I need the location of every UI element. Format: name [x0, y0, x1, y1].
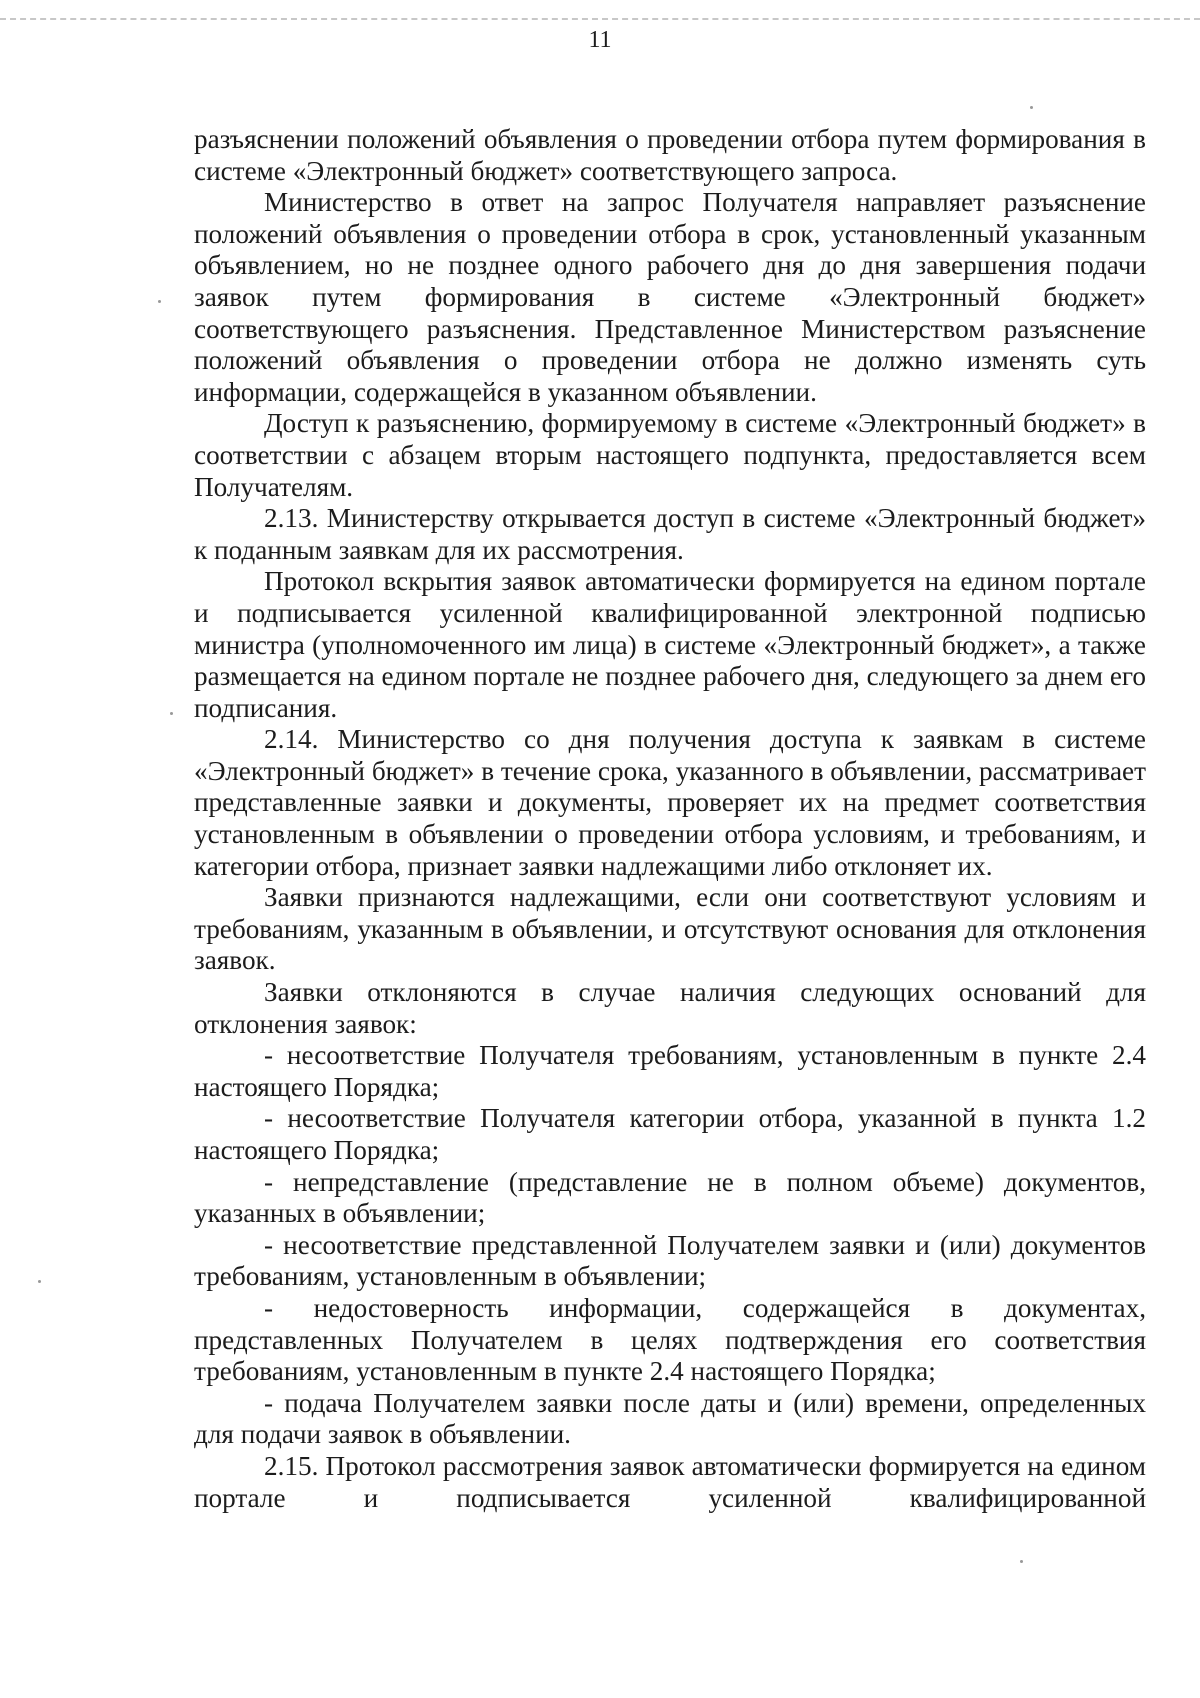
paragraph: Заявки отклоняются в случае наличия следующих оснований для отклонения заявок: — [194, 977, 1146, 1039]
scan-edge-line — [0, 18, 1200, 20]
section-2-14: 2.14. Министерство со дня получения доступа к заявкам в системе «Электронный бюджет» в течение срока, указанного в объявлении, рассматривает представленные заявки и документы, проверяет их на предмет соответствия установленным в объявлении о проведении отбора условиям, и требованиям, и категории отбора, признает заявки надлежащими либо отклоняет их. — [194, 724, 1146, 881]
scan-speck — [158, 300, 161, 303]
list-item: - несоответствие Получателя требованиям, установленным в пункте 2.4 настоящего Порядка; — [194, 1040, 1146, 1102]
scan-speck — [1020, 1560, 1023, 1563]
document-body — [194, 124, 1146, 1514]
list-item: - недостоверность информации, содержащейся в документах, представленных Получателем в целях подтверждения его соответствия требованиям, установленным в пункте 2.4 настоящего Порядка; — [194, 1292, 1146, 1387]
paragraph: Заявки признаются надлежащими, если они соответствуют условиям и требованиям, указанным в объявлении, и отсутствуют основания для отклонения заявок. — [194, 882, 1146, 976]
scan-speck — [1030, 106, 1033, 109]
list-item: - несоответствие представленной Получателем заявки и (или) документов требованиям, установленным в объявлении; — [194, 1229, 1146, 1292]
paragraph: Доступ к разъяснению, формируемому в системе «Электронный бюджет» в соответствии с абзацем вторым настоящего подпункта, предоставляется всем Получателям. — [194, 408, 1146, 502]
list-item: - непредставление (представление не в полном объеме) документов, указанных в объявлении; — [194, 1166, 1146, 1229]
scan-speck — [170, 712, 173, 715]
section-2-15: 2.15. Протокол рассмотрения заявок автоматически формируется на едином портале и подписывается усиленной квалифицированной — [194, 1450, 1146, 1513]
page-number: 11 — [588, 27, 612, 53]
paragraph: разъяснении положений объявления о проведении отбора путем формирования в системе «Электронный бюджет» соответствующего запроса. — [194, 124, 1146, 186]
paragraph: Министерство в ответ на запрос Получателя направляет разъяснение положений объявления о проведении отбора в срок, установленный указанным объявлением, но не позднее одного рабочего дня до дня завершения подачи заявок путем формирования в системе «Электронный бюджет» соответствующего разъяснения. Представленное Министерством разъяснение положений объявления о проведении отбора не должно изменять суть информации, содержащейся в указанном объявлении. — [194, 187, 1146, 407]
list-item: - подача Получателем заявки после даты и (или) времени, определенных для подачи заявок в объявлении. — [194, 1387, 1146, 1450]
list-item: - несоответствие Получателя категории отбора, указанной в пункта 1.2 настоящего Порядка; — [194, 1103, 1146, 1165]
paragraph: Протокол вскрытия заявок автоматически формируется на едином портале и подписывается усиленной квалифицированной электронной подписью министра (уполномоченного им лица) в системе «Электронный бюджет», а также размещается на едином портале не позднее рабочего дня, следующего за днем его подписания. — [194, 566, 1146, 723]
section-2-13: 2.13. Министерству открывается доступ в системе «Электронный бюджет» к поданным заявкам для их рассмотрения. — [194, 503, 1146, 565]
scan-speck — [38, 1280, 41, 1283]
